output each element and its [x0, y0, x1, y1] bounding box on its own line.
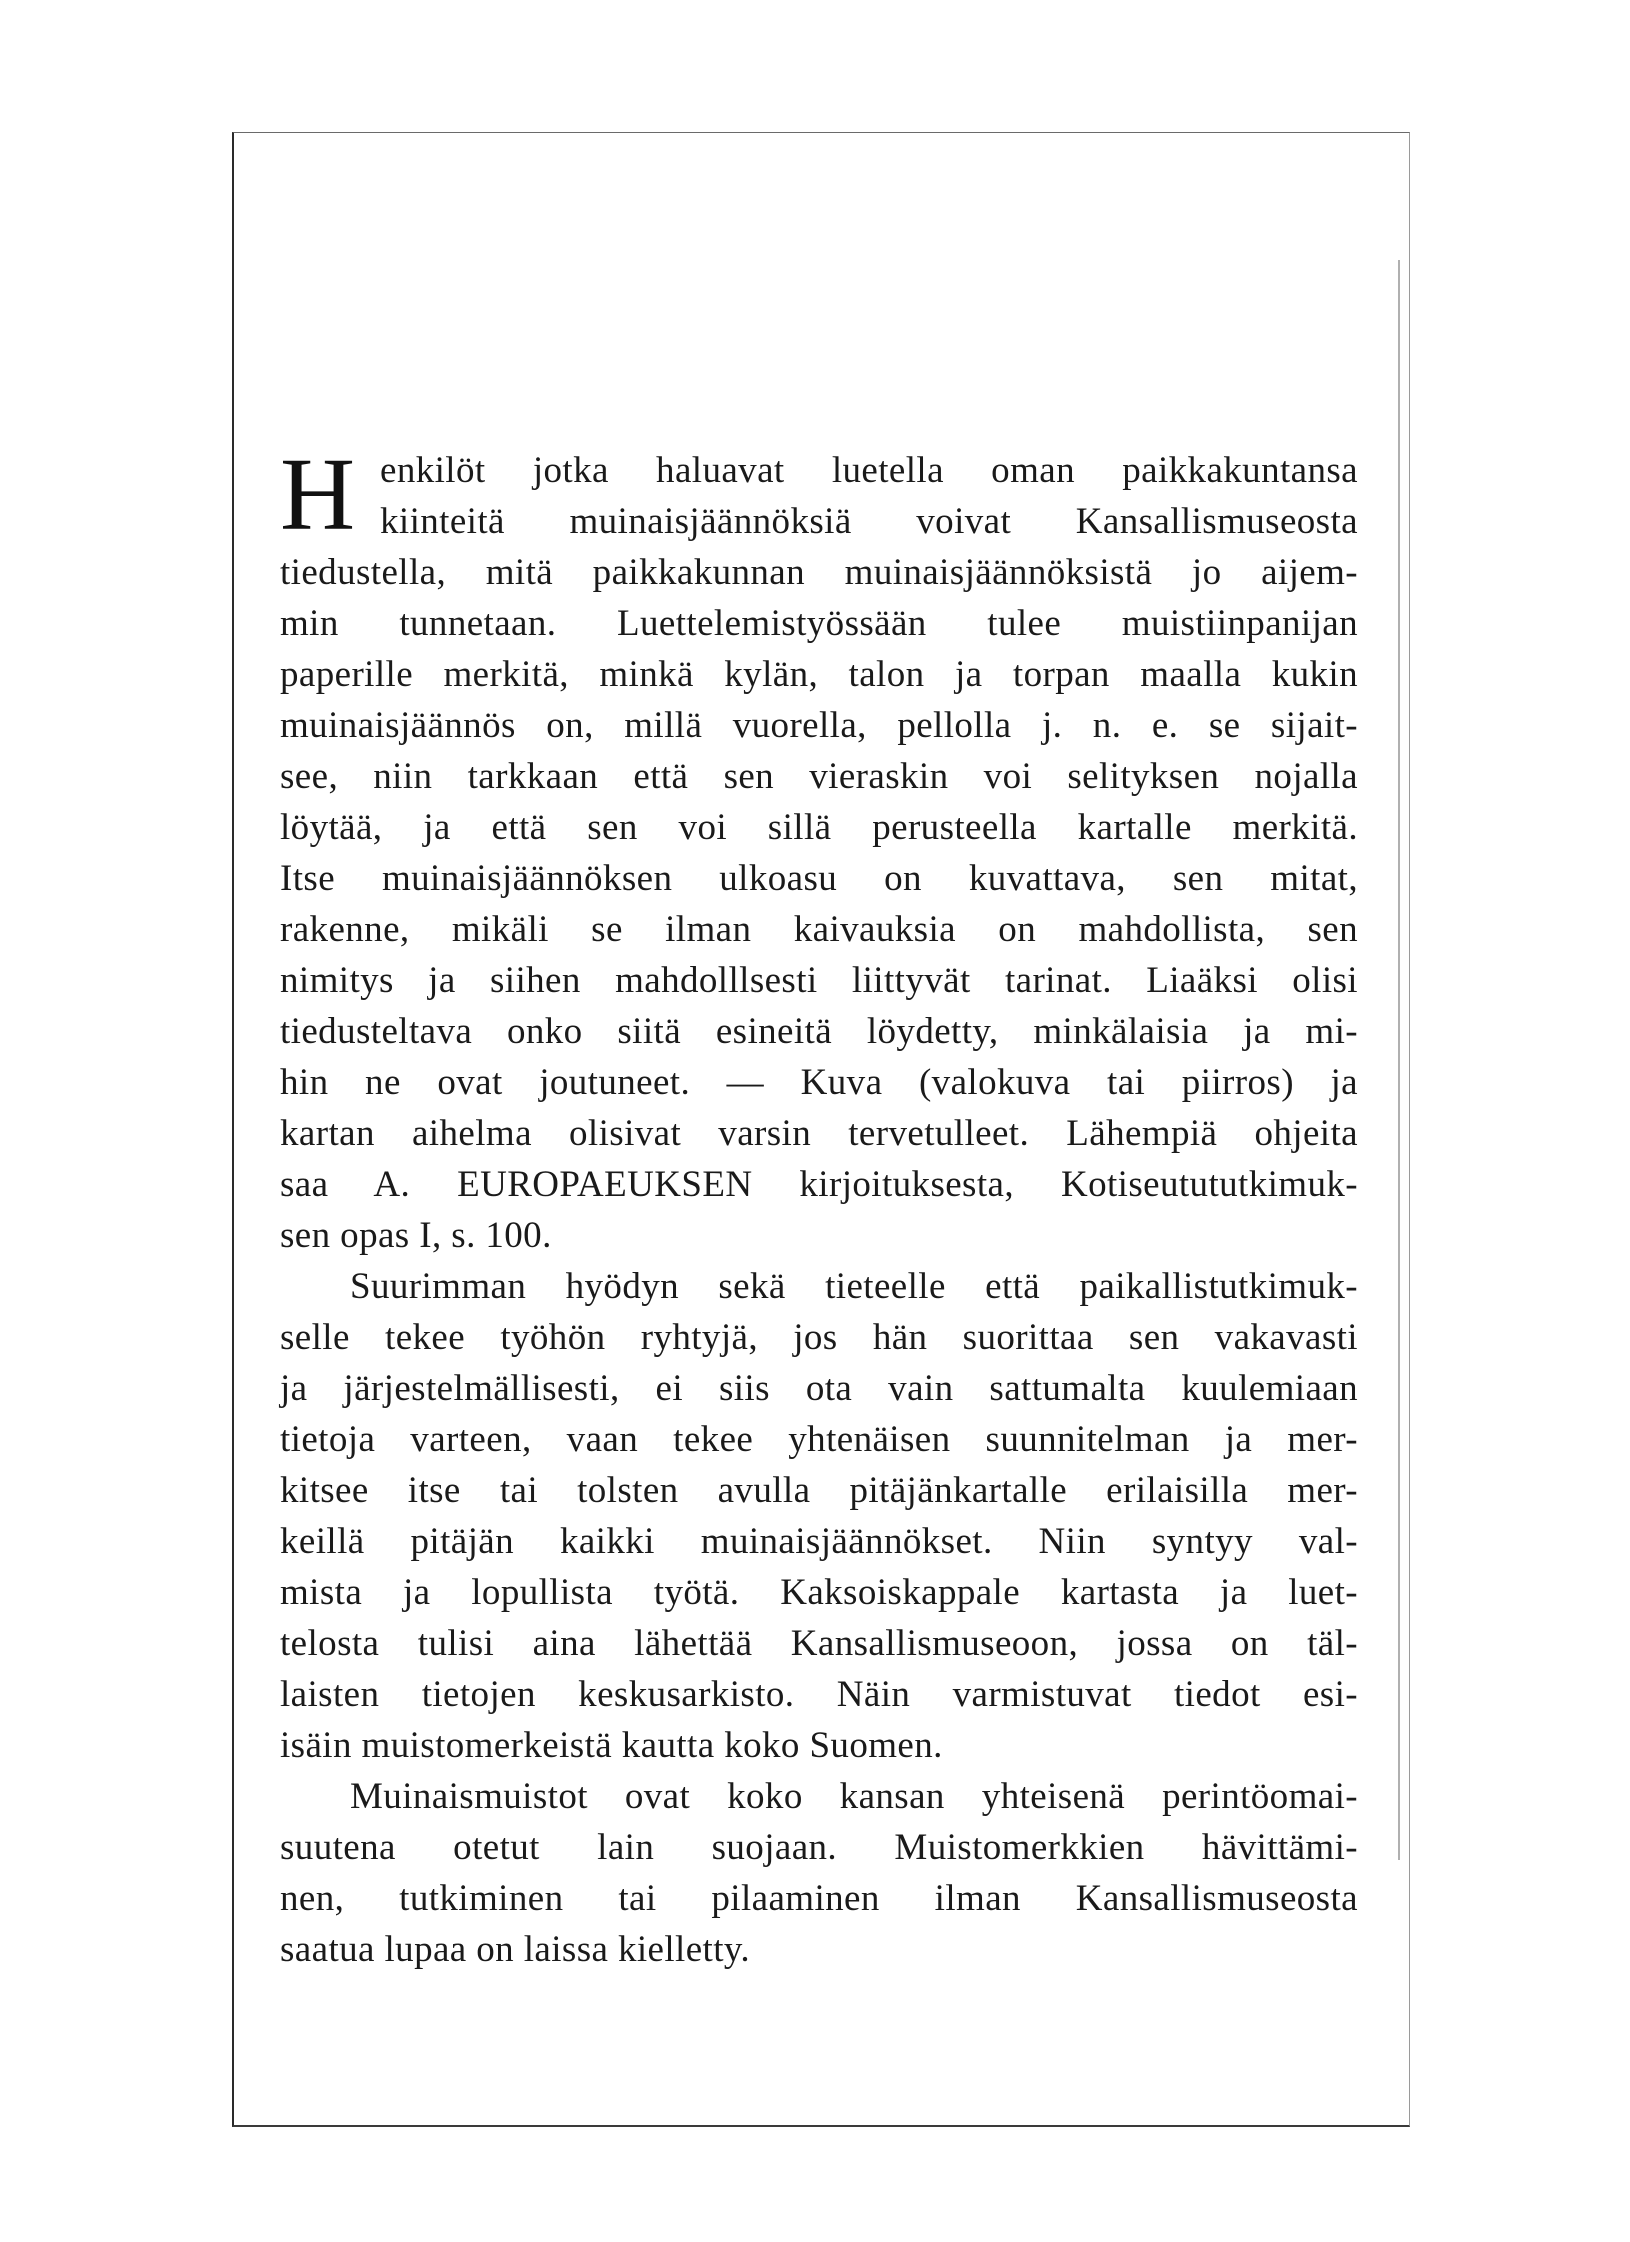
text-line: nen, tutkiminen tai pilaaminen ilman Kansallismuseosta: [280, 1878, 1358, 1919]
text-line: Suurimman hyödyn sekä tieteelle että paikallistutkimuk-: [350, 1266, 1358, 1307]
text-line: see, niin tarkkaan että sen vieraskin voi selityksen nojalla: [280, 756, 1358, 797]
text-line: kiinteitä muinaisjäännöksiä voivat Kansallismuseosta: [380, 501, 1358, 542]
text-line: kitsee itse tai tolsten avulla pitäjänkartalle erilaisilla mer-: [280, 1470, 1358, 1511]
text-line: kartan aihelma olisivat varsin tervetulleet. Lähempiä ohjeita: [280, 1113, 1358, 1154]
text-line: paperille merkitä, minkä kylän, talon ja torpan maalla kukin: [280, 654, 1358, 695]
text-line: min tunnetaan. Luettelemistyössään tulee muistiinpanijan: [280, 603, 1358, 644]
drop-cap: H: [280, 437, 356, 552]
text-line: tietoja varteen, vaan tekee yhtenäisen suunnitelman ja mer-: [280, 1419, 1358, 1460]
text-line: muinaisjäännös on, millä vuorella, pellolla j. n. e. se sijait-: [280, 705, 1358, 746]
page-edge-mark: [1398, 260, 1400, 1860]
text-line: isäin muistomerkeistä kautta koko Suomen.: [280, 1725, 943, 1766]
text-line: telosta tulisi aina lähettää Kansallismuseoon, jossa on täl-: [280, 1623, 1358, 1664]
text-line: selle tekee työhön ryhtyjä, jos hän suorittaa sen vakavasti: [280, 1317, 1358, 1358]
text-line: Itse muinaisjäännöksen ulkoasu on kuvattava, sen mitat,: [280, 858, 1358, 899]
text-line: keillä pitäjän kaikki muinaisjäännökset. Niin syntyy val-: [280, 1521, 1358, 1562]
text-line: saa A. EUROPAEUKSEN kirjoituksesta, Kotiseutututkimuk-: [280, 1164, 1358, 1205]
text-line: Muinaismuistot ovat koko kansan yhteisenä perintöomai-: [350, 1776, 1358, 1817]
text-line: löytää, ja että sen voi sillä perusteella kartalle merkitä.: [280, 807, 1358, 848]
text-line: nimitys ja siihen mahdolllsesti liittyvät tarinat. Liaäksi olisi: [280, 960, 1358, 1001]
text-line: laisten tietojen keskusarkisto. Näin varmistuvat tiedot esi-: [280, 1674, 1358, 1715]
document-body: [280, 437, 1358, 1975]
text-line: tiedustella, mitä paikkakunnan muinaisjäännöksistä jo aijem-: [280, 552, 1358, 593]
text-line: rakenne, mikäli se ilman kaivauksia on mahdollista, sen: [280, 909, 1358, 950]
text-line: tiedusteltava onko siitä esineitä löydetty, minkälaisia ja mi-: [280, 1011, 1358, 1052]
text-line: suutena otetut lain suojaan. Muistomerkkien hävittämi-: [280, 1827, 1358, 1868]
line-text: enkilöt jotka haluavat luetella oman paikkakuntansa: [380, 450, 1358, 491]
text-line: ja järjestelmällisesti, ei siis ota vain sattumalta kuulemiaan: [280, 1368, 1358, 1409]
text-line: mista ja lopullista työtä. Kaksoiskappale kartasta ja luet-: [280, 1572, 1358, 1613]
text-line: saatua lupaa on laissa kielletty.: [280, 1929, 751, 1970]
text-line: hin ne ovat joutuneet. — Kuva (valokuva tai piirros) ja: [280, 1062, 1358, 1103]
text-line: sen opas I, s. 100.: [280, 1215, 552, 1256]
